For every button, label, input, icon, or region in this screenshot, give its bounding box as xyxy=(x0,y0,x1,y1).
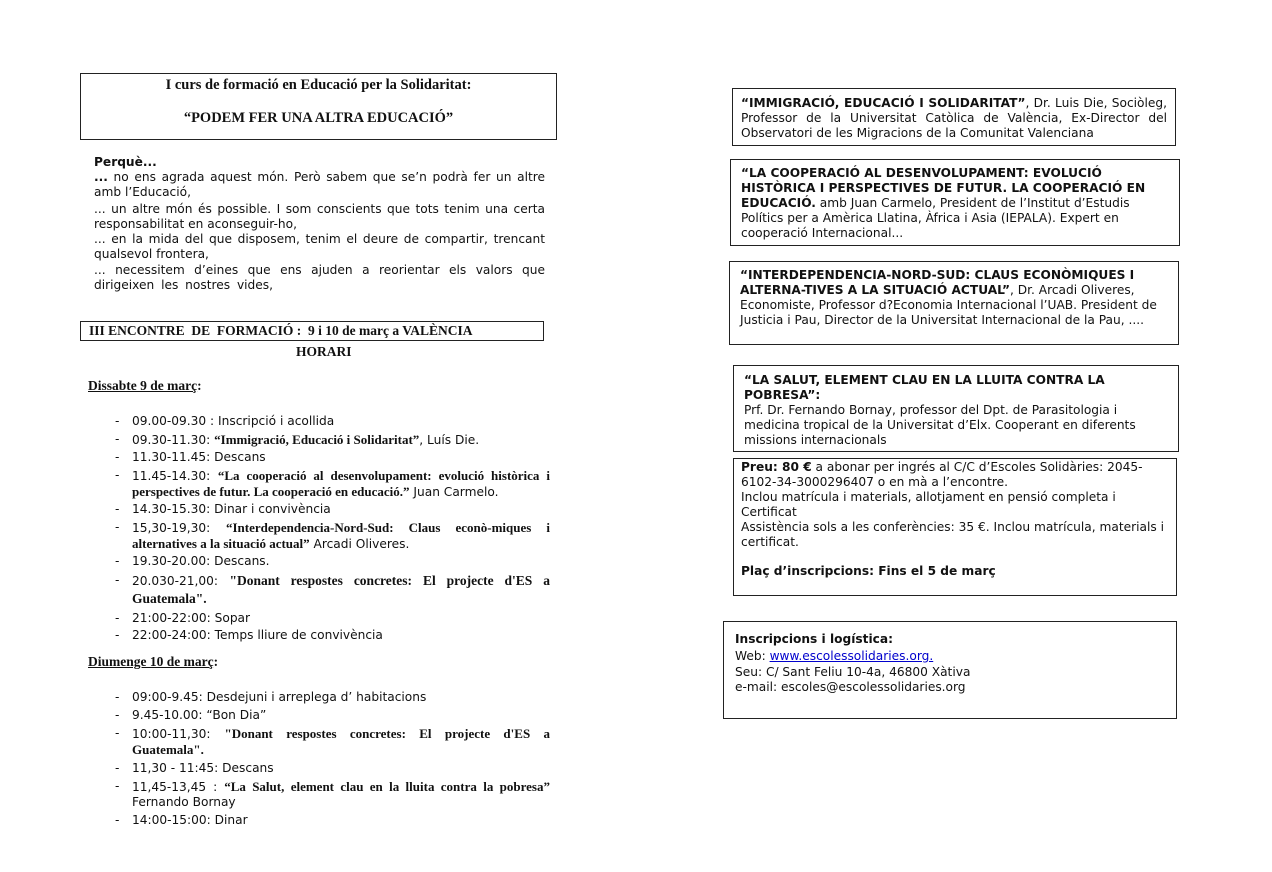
why-item-2: ... en la mida del que disposem, tenim el deure de compartir, trencant qualsevol frontera, xyxy=(94,232,545,261)
talk-description: , Dr. Luis Die, Sociòleg, Professor de la Universitat Catòlica de València, Ex-Director del Observatori de les Migracions de la Comunitat Valenciana xyxy=(741,96,1167,140)
list-item: - 22:00-24:00: Temps lliure de convivència xyxy=(115,628,383,642)
list-item: - 09.00-09.30 : Inscripció i acollida xyxy=(115,414,335,428)
website-link[interactable]: www.escolessolidaries.org. xyxy=(769,648,934,663)
address: Seu: C/ Sant Feliu 10-4a, 46800 Xàtiva xyxy=(735,665,971,679)
list-item: - 10:00-11,30: "Donant respostes concretes: El projecte d'ES a Guatemala". xyxy=(115,726,551,757)
list-item: - 11.45-14.30: “La cooperació al desenvolupament: evolució històrica i perspectives de futur. La cooperació en educació.” Juan Carmelo. xyxy=(115,468,550,499)
price-label: Preu: 80 € xyxy=(741,460,812,474)
talk-description: amb Juan Carmelo, President de l’Institut d’Estudis Polítics per a Amèrica Llatina, Àfrica i Asia (IEPALA). Expert en cooperació Internacional... xyxy=(741,196,1130,240)
horari-heading: HORARI xyxy=(296,344,352,359)
price-includes: Inclou matrícula i materials, allotjament en pensió completa i Certificat xyxy=(741,490,1116,519)
list-item: - 20.030-21,00: "Donant respostes concretes: El projecte d'ES a Guatemala". xyxy=(115,573,550,606)
talk-title: “IMMIGRACIÓ, EDUCACIÓ I SOLIDARITAT” xyxy=(741,96,1026,110)
web-line: Web: www.escolessolidaries.org. xyxy=(735,648,934,663)
email: e-mail: escoles@escolessolidaries.org xyxy=(735,679,966,694)
course-slogan: “PODEM FER UNA ALTRA EDUCACIÓ” xyxy=(183,110,454,126)
list-item: - 11,45-13,45 : “La Salut, element clau en la lluita contra la pobresa” Fernando Bornay xyxy=(115,779,550,809)
list-item: - 11.30-11.45: Descans xyxy=(115,450,266,464)
list-item: - 09.30-11.30: “Immigració, Educació i Solidaritat”, Luís Die. xyxy=(115,432,480,447)
list-item: - 09:00-9.45: Desdejuni i arreplega d’ habitacions xyxy=(115,690,427,704)
list-item: - 14:00-15:00: Dinar xyxy=(115,813,248,827)
title-box xyxy=(80,73,557,140)
why-item-0: ... no ens agrada aquest món. Però sabem que se’n podrà fer un altre amb l’Educació, xyxy=(94,170,545,199)
why-item-3: ... necessitem d’eines que ens ajuden a reorientar els valors que dirigeixen les nostres vides, xyxy=(94,263,545,292)
talk-title: “LA SALUT, ELEMENT CLAU EN LA LLUITA CONTRA LA POBRESA”: xyxy=(744,373,1105,402)
price-box xyxy=(733,458,1177,596)
talk-box-cooperation xyxy=(730,159,1180,246)
list-item: - 14.30-15.30: Dinar i convivència xyxy=(115,502,331,516)
talk-box-immigration xyxy=(732,88,1176,146)
day1-schedule xyxy=(88,414,550,643)
registration-deadline: Plaç d’inscripcions: Fins el 5 de març xyxy=(741,564,996,578)
day2-schedule xyxy=(88,690,550,828)
encounter-box xyxy=(80,321,544,341)
registration-title: Inscripcions i logística: xyxy=(735,632,894,646)
conference-price: Assistència sols a les conferències: 35 €. Inclou matrícula, materials i certificat. xyxy=(741,520,1164,549)
day2-title: Diumenge 10 de març: xyxy=(88,654,219,669)
day1-title: Dissabte 9 de març: xyxy=(88,378,202,393)
talk-title: “LA COOPERACIÓ AL DESENVOLUPAMENT: EVOLUCIÓ HISTÒRICA I PERSPECTIVES DE FUTUR. LA COOPERACIÓ EN EDUCACIÓ. xyxy=(741,166,1146,210)
list-item: - 9.45-10.00: “Bon Dia” xyxy=(115,708,267,722)
talk-box-interdependence xyxy=(729,261,1179,345)
price-text: a abonar per ingrés al C/C d’Escoles Solidàries: 2045-6102-34-3000296407 o en mà a l’encontre. xyxy=(741,460,1143,489)
list-item: - 19.30-20.00: Descans. xyxy=(115,554,270,568)
talk-title: “INTERDEPENDENCIA-NORD-SUD: CLAUS ECONÒMIQUES I ALTERNA-TIVES A LA SITUACIÓ ACTUAL” xyxy=(740,268,1135,297)
registration-box xyxy=(723,621,1177,719)
list-item: - 21:00-22:00: Sopar xyxy=(115,611,251,625)
why-section xyxy=(94,155,545,293)
talk-description: Prf. Dr. Fernando Bornay, professor del Dpt. de Parasitologia i medicina tropical de la Universitat d’Elx. Cooperant en diferents missions internacionals xyxy=(744,403,1136,447)
talk-description: , Dr. Arcadi Oliveres, Economiste, Professor d?Economia Internacional l’UAB. President de Justicia i Pau, Director de la Universitat Internacional de la Pau, .... xyxy=(740,283,1157,327)
list-item: - 15,30-19,30: “Interdependencia-Nord-Sud: Claus econò-miques i alternatives a la situació actual” Arcadi Oliveres. xyxy=(115,520,550,551)
talk-box-health xyxy=(733,365,1179,452)
list-item: - 11,30 - 11:45: Descans xyxy=(115,761,274,775)
why-item-1: ... un altre món és possible. I som conscients que tots tenim una certa responsabilitat en aconseguir-ho, xyxy=(94,202,545,231)
why-heading: Perquè... xyxy=(94,155,157,169)
encounter-title: III ENCONTRE DE FORMACIÓ : 9 i 10 de març a VALÈNCIA xyxy=(89,323,473,338)
course-title: I curs de formació en Educació per la Solidaritat: xyxy=(165,77,472,93)
